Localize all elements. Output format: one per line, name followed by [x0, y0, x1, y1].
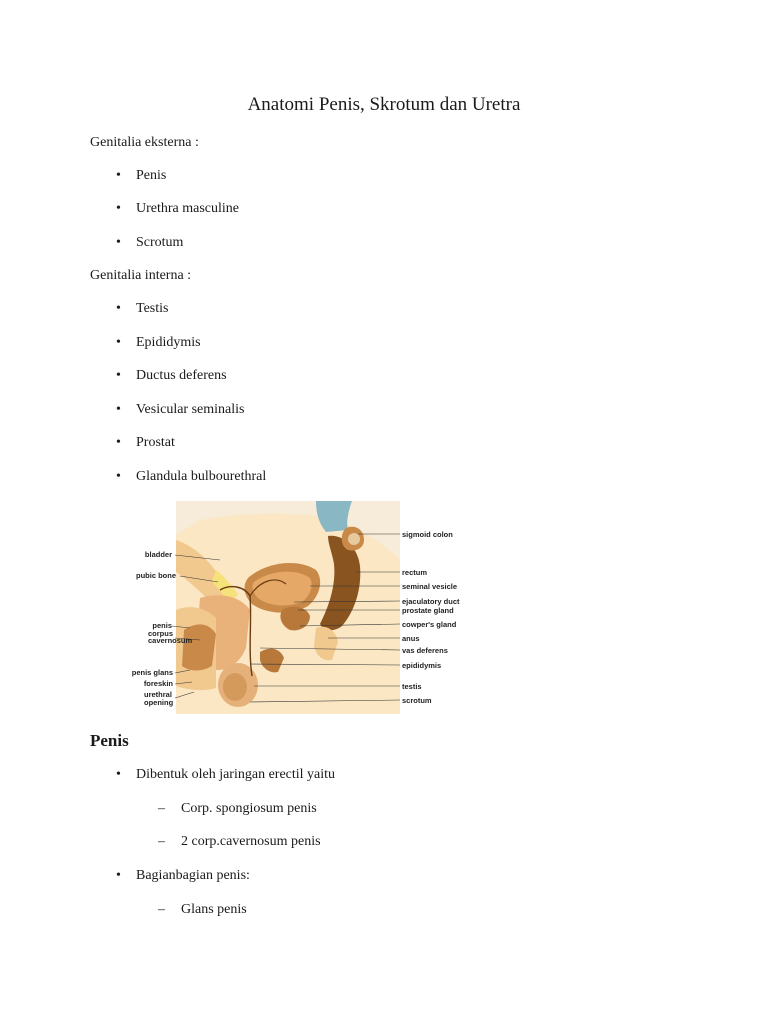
label-testis: testis: [402, 682, 422, 691]
sub-list-item: – 2 corp.cavernosum penis: [158, 834, 321, 849]
list-item: • Vesicular seminalis: [116, 402, 245, 417]
sub-list-item: – Corp. spongiosum penis: [158, 801, 317, 816]
bullet-icon: •: [116, 868, 121, 883]
bullet-icon: •: [116, 368, 121, 383]
dash-icon: –: [158, 902, 165, 917]
bullet-icon: •: [116, 301, 121, 316]
label-opening: opening: [144, 698, 174, 707]
label-sigmoid-colon: sigmoid colon: [402, 530, 453, 539]
list-item: • Urethra masculine: [116, 201, 240, 216]
label-penis-glans: penis glans: [131, 668, 173, 677]
section-heading-penis: Penis: [90, 731, 129, 750]
document-title: Anatomi Penis, Skrotum dan Uretra: [247, 94, 521, 115]
label-prostate-gland: prostate gland: [402, 606, 454, 615]
bullet-icon: •: [116, 402, 121, 417]
sub-list-item: – Glans penis: [158, 902, 247, 917]
illustration-panel: [176, 501, 400, 714]
label-cavernosum: cavernosum: [148, 636, 193, 645]
label-rectum: rectum: [402, 568, 428, 577]
list-item: • Testis: [116, 301, 169, 316]
bullet-icon: •: [116, 201, 121, 216]
list-item: • Dibentuk oleh jaringan erectil yaitu: [116, 767, 336, 782]
label-foreskin: foreskin: [143, 679, 173, 688]
label-vas-deferens: vas deferens: [402, 646, 448, 655]
label-urethral: urethral: [144, 690, 172, 699]
external-genitalia-heading: Genitalia eksterna :: [90, 135, 199, 150]
list-item: • Epididymis: [116, 335, 201, 350]
bullet-icon: •: [116, 435, 121, 450]
label-bladder: bladder: [144, 550, 172, 559]
list-item: • Scrotum: [116, 235, 184, 250]
bullet-icon: •: [116, 335, 121, 350]
label-seminal-vesicle: seminal vesicle: [402, 582, 458, 591]
label-pubic-bone: pubic bone: [136, 571, 176, 580]
dash-icon: –: [158, 834, 165, 849]
list-item: • Glandula bulbourethral: [116, 469, 267, 484]
label-ejaculatory-duct: ejaculatory duct: [402, 597, 460, 606]
list-item: • Bagianbagian penis:: [116, 868, 250, 883]
internal-genitalia-heading: Genitalia interna :: [90, 268, 192, 283]
bullet-icon: •: [116, 767, 121, 782]
label-scrotum: scrotum: [402, 696, 432, 705]
label-cowpers-gland: cowper's gland: [402, 620, 457, 629]
male-reproductive-anatomy-figure: [120, 500, 470, 716]
list-item: • Ductus deferens: [116, 368, 227, 383]
label-corpus: corpus: [148, 629, 174, 638]
list-item: • Prostat: [116, 435, 175, 450]
bullet-icon: •: [116, 168, 121, 183]
list-item: • Penis: [116, 168, 167, 183]
dash-icon: –: [158, 801, 165, 816]
bullet-icon: •: [116, 235, 121, 250]
bullet-icon: •: [116, 469, 121, 484]
label-penis: penis: [152, 621, 172, 630]
label-epididymis: epididymis: [402, 661, 442, 670]
label-anus: anus: [402, 634, 420, 643]
anatomy-illustration: [120, 500, 470, 716]
right-labels: [402, 530, 460, 705]
